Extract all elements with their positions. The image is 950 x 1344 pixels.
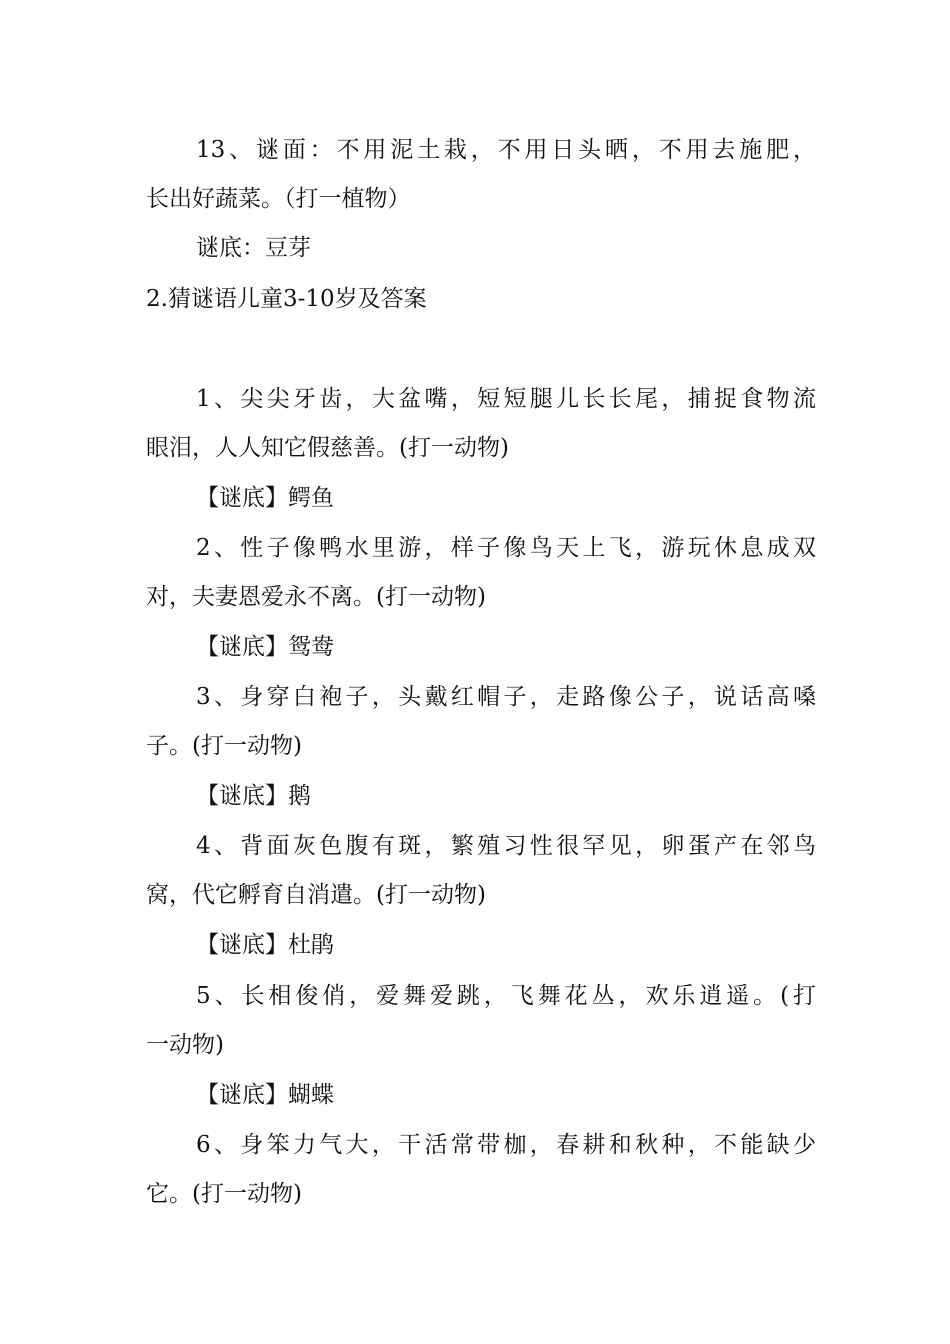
- riddle-13-question-line-1: 13、谜面：不用泥土栽，不用日头晒，不用去施肥，: [196, 137, 816, 163]
- section-heading: 2.猜谜语儿童3-10岁及答案: [146, 286, 427, 312]
- riddle-3-question-line-2: 子。(打一动物): [146, 733, 302, 759]
- riddle-3-question-line-1: 3、身穿白袍子，头戴红帽子，走路像公子，说话高嗓: [196, 684, 816, 710]
- riddle-1-question-line-1: 1、尖尖牙齿，大盆嘴，短短腿儿长长尾，捕捉食物流: [196, 386, 816, 412]
- riddle-5-answer: 【谜底】蝴蝶: [196, 1082, 334, 1108]
- riddle-6-question-line-2: 它。(打一动物): [146, 1181, 302, 1207]
- riddle-4-question-line-2: 窝，代它孵育自消遣。(打一动物): [146, 882, 486, 908]
- riddle-5-question-line-2: 一动物): [146, 1032, 224, 1058]
- riddle-6-question-line-1: 6、身笨力气大，干活常带枷，春耕和秋种，不能缺少: [196, 1132, 816, 1158]
- riddle-3-answer: 【谜底】鹅: [196, 783, 311, 809]
- riddle-13-answer: 谜底：豆芽: [196, 235, 311, 261]
- riddle-2-answer: 【谜底】鸳鸯: [196, 634, 334, 660]
- riddle-2-question-line-1: 2、性子像鸭水里游，样子像鸟天上飞，游玩休息成双: [196, 535, 816, 561]
- riddle-4-question-line-1: 4、背面灰色腹有斑，繁殖习性很罕见，卵蛋产在邻鸟: [196, 833, 816, 859]
- riddle-5-question-line-1: 5、长相俊俏，爱舞爱跳，飞舞花丛，欢乐逍遥。(打: [196, 983, 816, 1009]
- riddle-13-question-line-2: 长出好蔬菜。（打一植物）: [146, 186, 411, 212]
- riddle-2-question-line-2: 对，夫妻恩爱永不离。(打一动物): [146, 584, 486, 610]
- riddle-1-question-line-2: 眼泪，人人知它假慈善。(打一动物): [146, 435, 509, 461]
- riddle-1-answer: 【谜底】鳄鱼: [196, 485, 334, 511]
- riddle-4-answer: 【谜底】杜鹃: [196, 932, 334, 958]
